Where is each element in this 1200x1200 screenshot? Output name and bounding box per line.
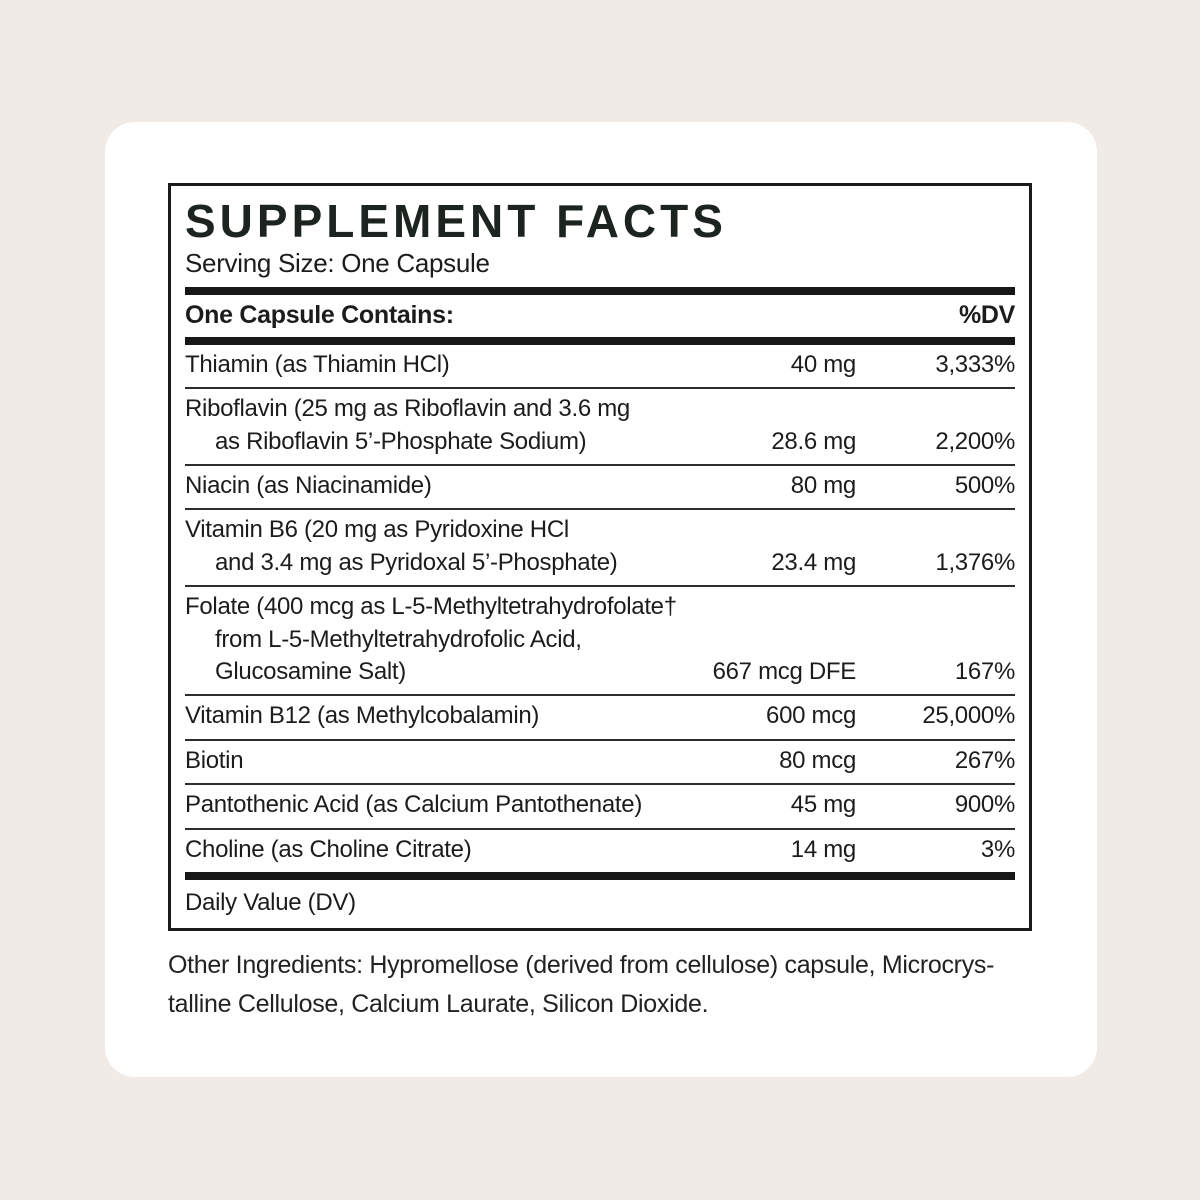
nutrient-dv: 500% <box>954 472 1015 500</box>
nutrient-name: Choline (as Choline Citrate) <box>185 835 472 863</box>
table-row-vitamin-b12 <box>185 696 1015 738</box>
table-row-niacin <box>185 466 1015 508</box>
other-ingredients-text: Other Ingredients: Hypromellose (derived from cellulose) capsule, Microcrys- talline Cellulose, Calcium Laurate, Silicon Dioxide. <box>168 951 995 1018</box>
serving-size-text: Serving Size: One Capsule <box>185 247 490 278</box>
table-row-biotin <box>185 741 1015 783</box>
table-row-choline <box>185 830 1015 872</box>
nutrient-amount: 23.4 mg <box>771 548 856 576</box>
nutrient-dv: 25,000% <box>922 702 1015 730</box>
nutrient-name: Niacin (as Niacinamide) <box>185 472 432 500</box>
nutrient-name: Vitamin B12 (as Methylcobalamin) <box>185 702 540 730</box>
nutrient-amount: 80 mg <box>790 472 856 500</box>
nutrient-dv: 900% <box>954 791 1015 819</box>
supplement-facts-panel <box>168 183 1032 931</box>
thick-divider <box>185 287 1015 295</box>
nutrient-dv: 3,333% <box>935 350 1015 378</box>
nutrient-amount: 45 mg <box>790 791 856 819</box>
table-row-folate <box>185 587 1015 694</box>
nutrient-dv: 1,376% <box>935 548 1015 576</box>
panel-title: SUPPLEMENT FACTS <box>185 195 727 247</box>
nutrient-dv: 167% <box>954 658 1015 686</box>
nutrient-dv: 2,200% <box>935 427 1015 455</box>
nutrient-dv: 267% <box>954 746 1015 774</box>
nutrient-name: Vitamin B6 (20 mg as Pyridoxine HCl and 3.4 mg as Pyridoxal 5’-Phosphate) <box>185 516 618 576</box>
label-card <box>105 122 1097 1077</box>
nutrient-amount: 28.6 mg <box>771 427 856 455</box>
nutrient-dv: 3% <box>980 835 1015 863</box>
nutrient-amount: 667 mcg DFE <box>712 658 856 686</box>
table-header-row <box>185 295 1015 337</box>
table-row-thiamin <box>185 345 1015 387</box>
thick-divider <box>185 872 1015 880</box>
nutrient-name: Riboflavin (25 mg as Riboflavin and 3.6 mg as Riboflavin 5’-Phosphate Sodium) <box>185 395 630 455</box>
nutrient-name: Biotin <box>185 746 244 774</box>
nutrient-amount: 40 mg <box>790 350 856 378</box>
nutrient-name: Folate (400 mcg as L-5-Methyltetrahydrofolate† from L-5-Methyltetrahydrofolic Acid, Glucosamine Salt) <box>185 593 677 686</box>
nutrient-amount: 14 mg <box>790 835 856 863</box>
table-row-pantothenic-acid <box>185 785 1015 827</box>
nutrient-name: Pantothenic Acid (as Calcium Pantothenate) <box>185 791 643 819</box>
nutrient-name: Thiamin (as Thiamin HCl) <box>185 350 450 378</box>
dv-header: %DV <box>958 300 1015 329</box>
thick-divider <box>185 337 1015 345</box>
nutrient-amount: 600 mcg <box>766 702 856 730</box>
table-row-riboflavin <box>185 389 1015 464</box>
table-row-vitamin-b6 <box>185 510 1015 585</box>
nutrient-amount: 80 mcg <box>779 746 856 774</box>
contains-label: One Capsule Contains: <box>185 300 454 329</box>
daily-value-note: Daily Value (DV) <box>185 888 356 916</box>
